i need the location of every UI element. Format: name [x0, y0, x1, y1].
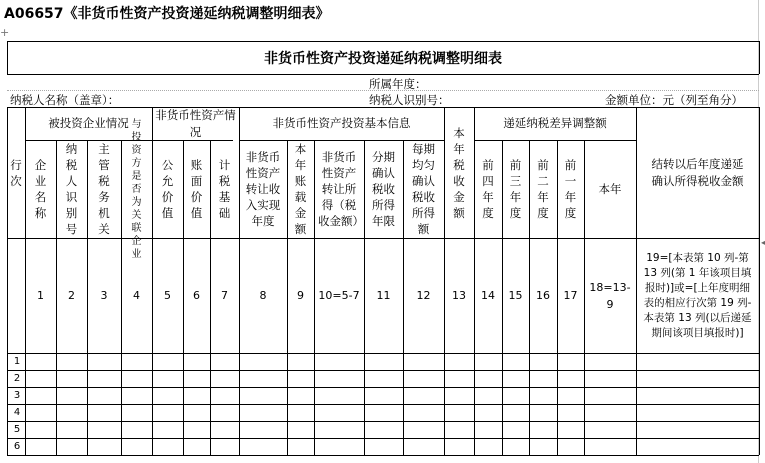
group-invested-company: 被投资企业情况: [48, 116, 129, 130]
col-number: 15: [508, 289, 523, 302]
col-number: 13: [452, 289, 466, 302]
col-number: 10=5-7: [318, 289, 360, 302]
col-prev4-header: 前四年度: [482, 158, 494, 220]
table-title: 非货币性资产投资递延纳税调整明细表: [264, 51, 502, 67]
col-19-formula: 19=[本表第 10 列-第 13 列(第 1 年该项目填报时)]或=[上年度明细表的相应行次第 19 列-本表第 13 列(以后递延期间该项目填报时)]: [643, 251, 752, 339]
col-number: 6: [193, 289, 200, 302]
col-book-value-header: 账面价值: [190, 158, 203, 220]
col-tax-amount-header: 本年税收金额: [453, 125, 465, 220]
col-installment-years-header: 分期确认税收所得年限: [372, 150, 395, 228]
period-label: 所属年度：: [369, 77, 427, 91]
col-number: 14: [481, 289, 495, 302]
col-number: 5: [164, 289, 171, 302]
col-number: 12: [416, 289, 431, 302]
col-number: 9: [297, 289, 304, 302]
col-taxpayer-id-header: 纳税人识别号: [65, 142, 78, 236]
group-deferred-adjust: 递延纳税差异调整额: [503, 116, 607, 130]
row-number-header: 行次: [10, 157, 22, 188]
row-number: 5: [13, 424, 21, 435]
col-company-name-header: 企业名称: [34, 158, 47, 220]
col-number: 8: [259, 289, 267, 302]
taxpayer-id-label: 纳税人识别号：: [369, 93, 450, 107]
col-number: 11: [376, 289, 391, 302]
col-number: 7: [221, 289, 228, 302]
col-number: 1: [37, 289, 44, 302]
unit-label: 金额单位：元（列至角分）: [605, 93, 743, 107]
col-prev3-header: 前三年度: [509, 158, 522, 220]
row-number: 1: [13, 356, 21, 367]
col-fair-value-header: 公允价值: [161, 158, 174, 220]
col-number: 3: [100, 289, 108, 302]
col-number: 17: [563, 289, 578, 302]
col-tax-basis-header: 计税基础: [218, 158, 231, 220]
col-prev2-header: 前二年度: [537, 158, 549, 220]
col-years-recorded-header: 本年账载金额: [294, 142, 307, 236]
row-number: 6: [13, 441, 21, 452]
col-tax-authority-header: 主管税务机关: [98, 142, 110, 236]
col-prev1-header: 前一年度: [564, 158, 577, 220]
col-number: 16: [536, 289, 550, 302]
col-number: 2: [68, 289, 75, 302]
col-transfer-income-year-header: 非货币性资产转让收入实现年度: [245, 150, 281, 228]
row-number: 3: [13, 390, 21, 401]
col-transfer-income-header: 非货币性资产转让所得（税收金额）: [318, 150, 364, 228]
document-title: A06657《非货币性资产投资递延纳税调整明细表》: [4, 6, 330, 22]
expand-icon[interactable]: +: [0, 26, 10, 39]
scroll-arrow-icon[interactable]: ◂: [760, 238, 765, 247]
col-number: 4: [133, 289, 140, 302]
row-number: 4: [13, 407, 21, 418]
row-number: 2: [13, 373, 21, 384]
col-avg-income-header: 每期均匀确认税收所得额: [412, 142, 435, 236]
group-asset-info: 非货币性资产情况: [155, 107, 236, 139]
col-related-header: 与投资方是否为关联企业: [131, 118, 142, 260]
col-number: 18=13-9: [589, 280, 631, 311]
col-carryover-header: 结转以后年度递延确认所得税收金额: [651, 156, 744, 188]
group-basic-info: 非货币性资产投资基本信息: [272, 116, 411, 130]
col-current-header: 本年: [598, 181, 622, 196]
taxpayer-name-label: 纳税人名称（盖章）：: [10, 93, 120, 107]
